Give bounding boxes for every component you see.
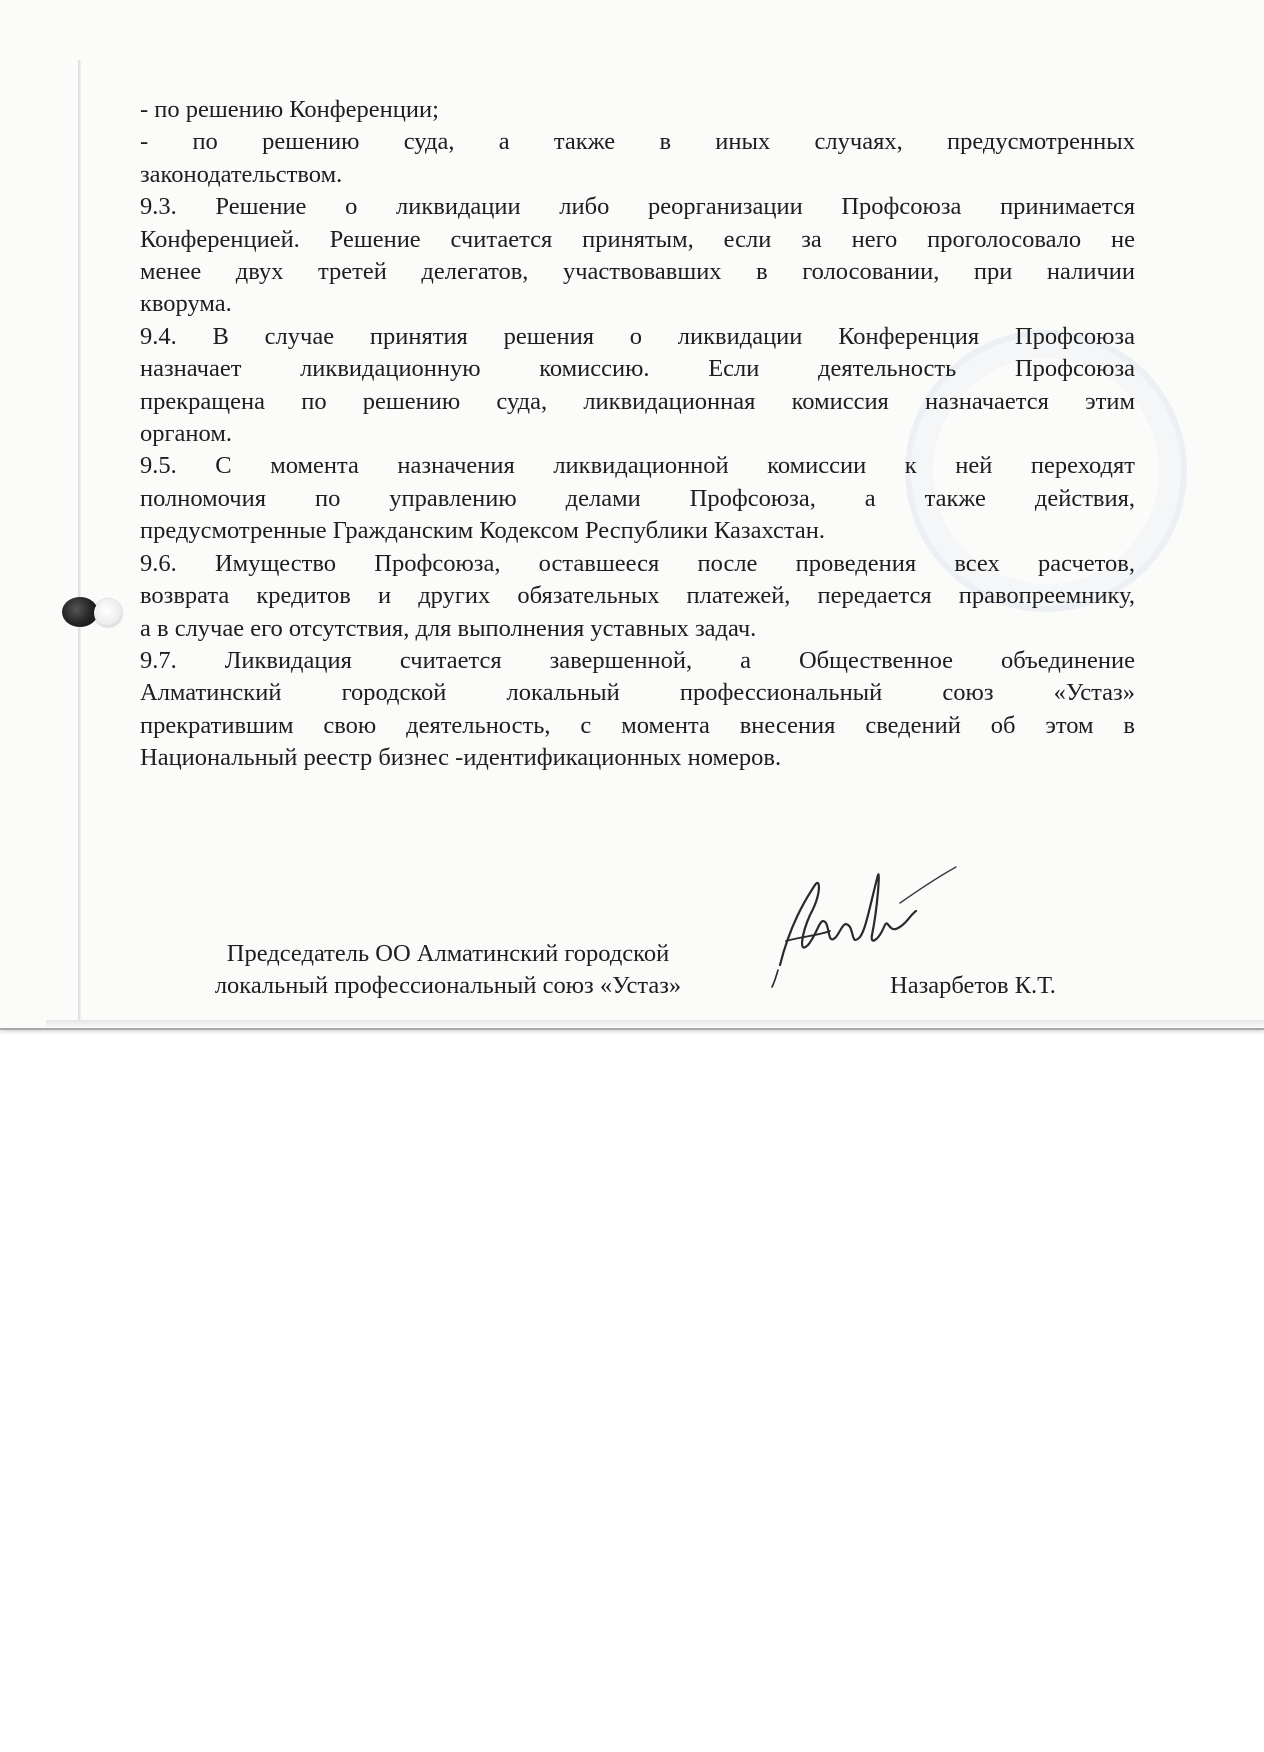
text-line: кворума. bbox=[140, 290, 232, 318]
text-line: возврата кредитов и других обязательных платежей, передается правопреемнику, bbox=[140, 582, 1135, 610]
text-line: законодательством. bbox=[140, 160, 343, 188]
text-line: Конференцией. Решение считается принятым, если за него проголосовало не bbox=[140, 225, 1135, 253]
text-line: предусмотренные Гражданским Кодексом Республики Казахстан. bbox=[140, 517, 825, 545]
signatory-title bbox=[168, 938, 728, 1002]
text-line: прекращена по решению суда, ликвидационная комиссия назначается этим bbox=[140, 387, 1135, 415]
text-line: органом. bbox=[140, 420, 232, 448]
text-line: - по решению Конференции; bbox=[140, 96, 439, 123]
text-line: прекратившим свою деятельность, с момента внесения сведений об этом в bbox=[140, 711, 1135, 739]
text-line: а в случае его отсутствия, для выполнения уставных задач. bbox=[140, 614, 757, 642]
page-edge-shadow bbox=[78, 60, 81, 1025]
punch-hole-reinforcement bbox=[94, 599, 122, 627]
text-line: Национальный реестр бизнес -идентификационных номеров. bbox=[140, 744, 782, 772]
text-line: 9.5. С момента назначения ликвидационной комиссии к ней переходят bbox=[140, 452, 1135, 480]
text-line: менее двух третей делегатов, участвовавших в голосовании, при наличии bbox=[140, 258, 1135, 286]
text-line: полномочия по управлению делами Профсоюза, а также действия, bbox=[140, 484, 1135, 512]
text-line: - по решению суда, а также в иных случаях, предусмотренных bbox=[140, 128, 1135, 156]
punch-hole-dark bbox=[62, 597, 98, 627]
punch-hole bbox=[60, 593, 124, 631]
document-body bbox=[140, 94, 1135, 775]
signatory-name: Назарбетов К.Т. bbox=[890, 972, 1056, 999]
text-line: 9.6. Имущество Профсоюза, оставшееся после проведения всех расчетов, bbox=[140, 549, 1135, 577]
text-line: 9.3. Решение о ликвидации либо реорганизации Профсоюза принимается bbox=[140, 193, 1135, 221]
text-line: 9.4. В случае принятия решения о ликвидации Конференция Профсоюза bbox=[140, 322, 1135, 350]
text-line: Алматинский городской локальный профессиональный союз «Устаз» bbox=[140, 679, 1135, 707]
text-line: назначает ликвидационную комиссию. Если деятельность Профсоюза bbox=[140, 355, 1135, 383]
signatory-title-line: Председатель ОО Алматинский городской bbox=[226, 940, 670, 967]
page-bottom-fold bbox=[46, 1020, 1264, 1028]
signatory-title-line: локальный профессиональный союз «Устаз» bbox=[214, 972, 682, 999]
text-line: 9.7. Ликвидация считается завершенной, а Общественное объединение bbox=[140, 646, 1135, 674]
